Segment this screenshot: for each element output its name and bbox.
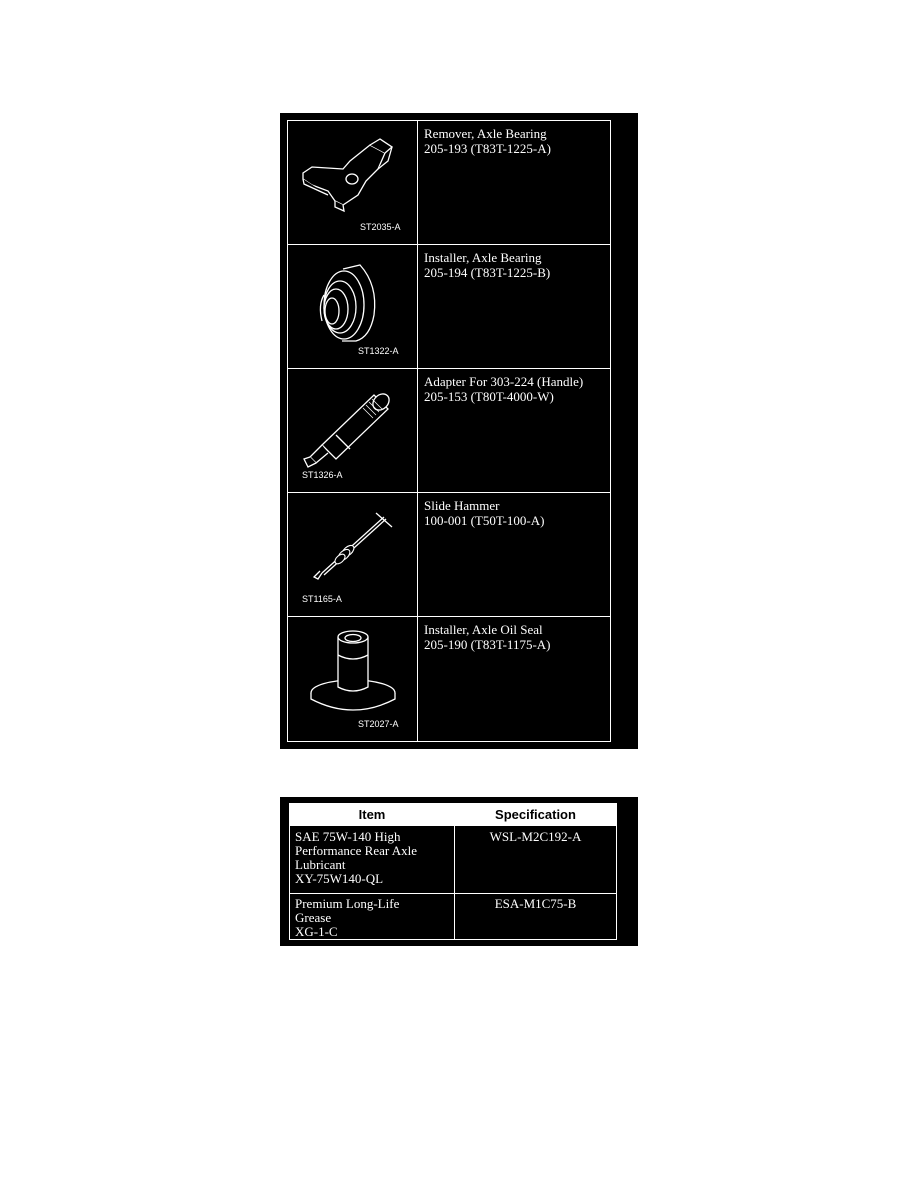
tool-illustration-cell — [288, 369, 418, 492]
tool-code-label: ST1322-A — [358, 346, 399, 356]
material-item-line: XY-75W140-QL — [295, 871, 384, 886]
material-item-line: XG-1-C — [295, 924, 338, 939]
material-specification-cell: WSL-M2C192-A — [489, 829, 582, 844]
tool-code-label: ST2035-A — [360, 222, 401, 232]
tool-name: Installer, Axle Oil Seal — [424, 622, 543, 637]
tool-code-label: ST1326-A — [302, 470, 343, 480]
tool-illustration-cell — [288, 617, 418, 741]
tool-illustration-cell — [288, 493, 418, 616]
tool-number: 205-153 (T80T-4000-W) — [424, 389, 554, 404]
tool-row-axle-bearing-installer — [288, 245, 610, 369]
header-specification: Specification — [455, 804, 616, 826]
tool-number: 100-001 (T50T-100-A) — [424, 513, 545, 528]
material-item-line: Premium Long-Life — [295, 896, 400, 911]
materials-table — [289, 803, 617, 940]
tool-description — [424, 250, 550, 280]
tool-illustration-cell — [288, 121, 418, 244]
tool-description — [424, 374, 583, 404]
tool-row-axle-oil-seal-installer — [288, 617, 610, 741]
tool-description — [424, 498, 544, 528]
tool-code-label: ST2027-A — [358, 719, 399, 729]
material-item-line: Performance Rear Axle — [295, 843, 418, 858]
material-item-line: Grease — [295, 910, 332, 925]
column-divider — [454, 804, 455, 939]
tool-name: Adapter For 303-224 (Handle) — [424, 374, 584, 389]
material-item-cell — [295, 897, 399, 939]
tool-name: Slide Hammer — [424, 498, 500, 513]
special-tools-panel — [280, 113, 638, 749]
material-specification-cell: ESA-M1C75-B — [494, 896, 577, 911]
header-item: Item — [290, 804, 454, 826]
special-tools-table — [287, 120, 611, 742]
tool-number: 205-190 (T83T-1175-A) — [424, 637, 551, 652]
tool-description — [424, 126, 551, 156]
material-item-line: SAE 75W-140 High — [295, 829, 401, 844]
tool-number: 205-193 (T83T-1225-A) — [424, 141, 551, 156]
tool-number: 205-194 (T83T-1225-B) — [424, 265, 551, 280]
material-item-cell — [295, 830, 417, 886]
tool-illustration-cell — [288, 245, 418, 368]
tool-code-label: ST1165-A — [302, 594, 342, 604]
tool-name: Installer, Axle Bearing — [424, 250, 542, 265]
tool-name: Remover, Axle Bearing — [424, 126, 547, 141]
row-divider — [290, 893, 616, 894]
material-item-line: Lubricant — [295, 857, 346, 872]
tool-row-handle-adapter — [288, 369, 610, 493]
materials-panel — [280, 797, 638, 946]
tool-row-axle-bearing-remover — [288, 121, 610, 245]
tool-row-slide-hammer — [288, 493, 610, 617]
tool-description — [424, 622, 551, 652]
